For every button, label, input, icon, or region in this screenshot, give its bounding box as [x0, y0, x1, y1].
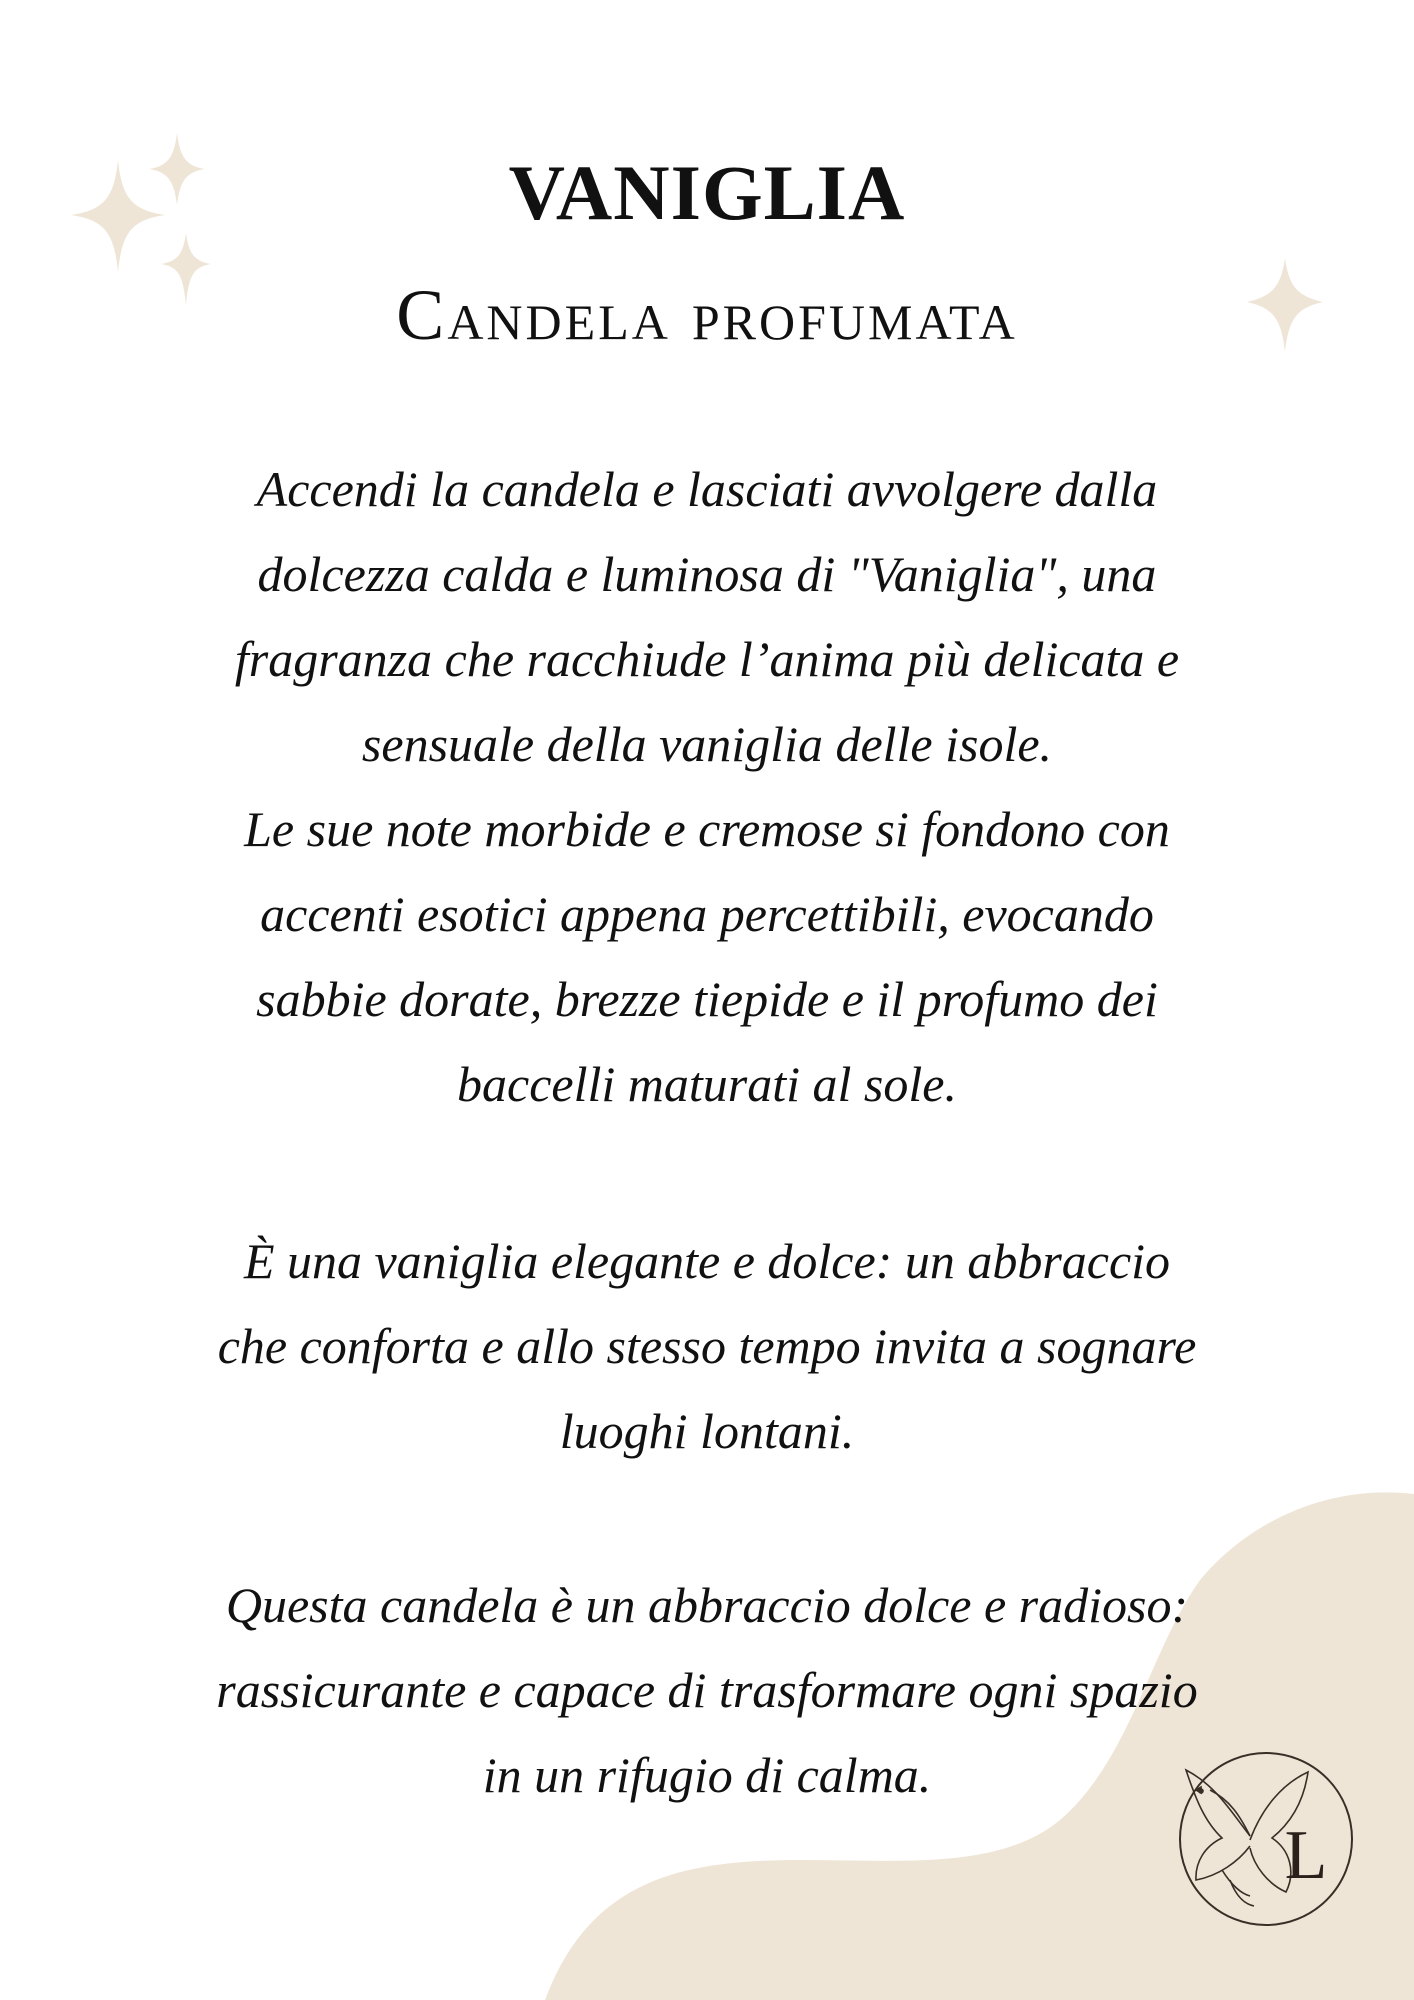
paragraph-line: fragranza che racchiude l’anima più delicata e [234, 631, 1180, 687]
logo-letter: L [1284, 1817, 1328, 1894]
paragraph-line: Questa candela è un abbraccio dolce e radioso: [225, 1577, 1189, 1633]
description-paragraph-3 [110, 1563, 1304, 1818]
description-paragraph-2 [110, 1219, 1304, 1474]
paragraph-line: luoghi lontani. [559, 1403, 855, 1459]
paragraph-line: dolcezza calda e luminosa di "Vaniglia", una [257, 546, 1157, 602]
paragraph-line: in un rifugio di calma. [482, 1747, 932, 1803]
paragraph-line: sensuale della vaniglia delle isole. [361, 716, 1053, 772]
paragraph-line: baccelli maturati al sole. [457, 1056, 957, 1112]
paragraph-line: che conforta e allo stesso tempo invita a sognare [217, 1318, 1197, 1374]
description-paragraph-1 [110, 447, 1304, 1127]
paragraph-line: accenti esotici appena percettibili, evocando [260, 886, 1154, 942]
paragraph-line: Le sue note morbide e cremose si fondono con [244, 801, 1170, 857]
paragraph-line: Accendi la candela e lasciati avvolgere dalla [256, 461, 1158, 517]
paragraph-line: È una vaniglia elegante e dolce: un abbraccio [243, 1233, 1171, 1289]
paragraph-line: sabbie dorate, brezze tiepide e il profumo dei [256, 971, 1158, 1027]
page-subtitle: Candela profumata [396, 275, 1018, 355]
page-title: VANIGLIA [508, 149, 906, 236]
paragraph-line: rassicurante e capace di trasformare ogni spazio [216, 1662, 1198, 1718]
